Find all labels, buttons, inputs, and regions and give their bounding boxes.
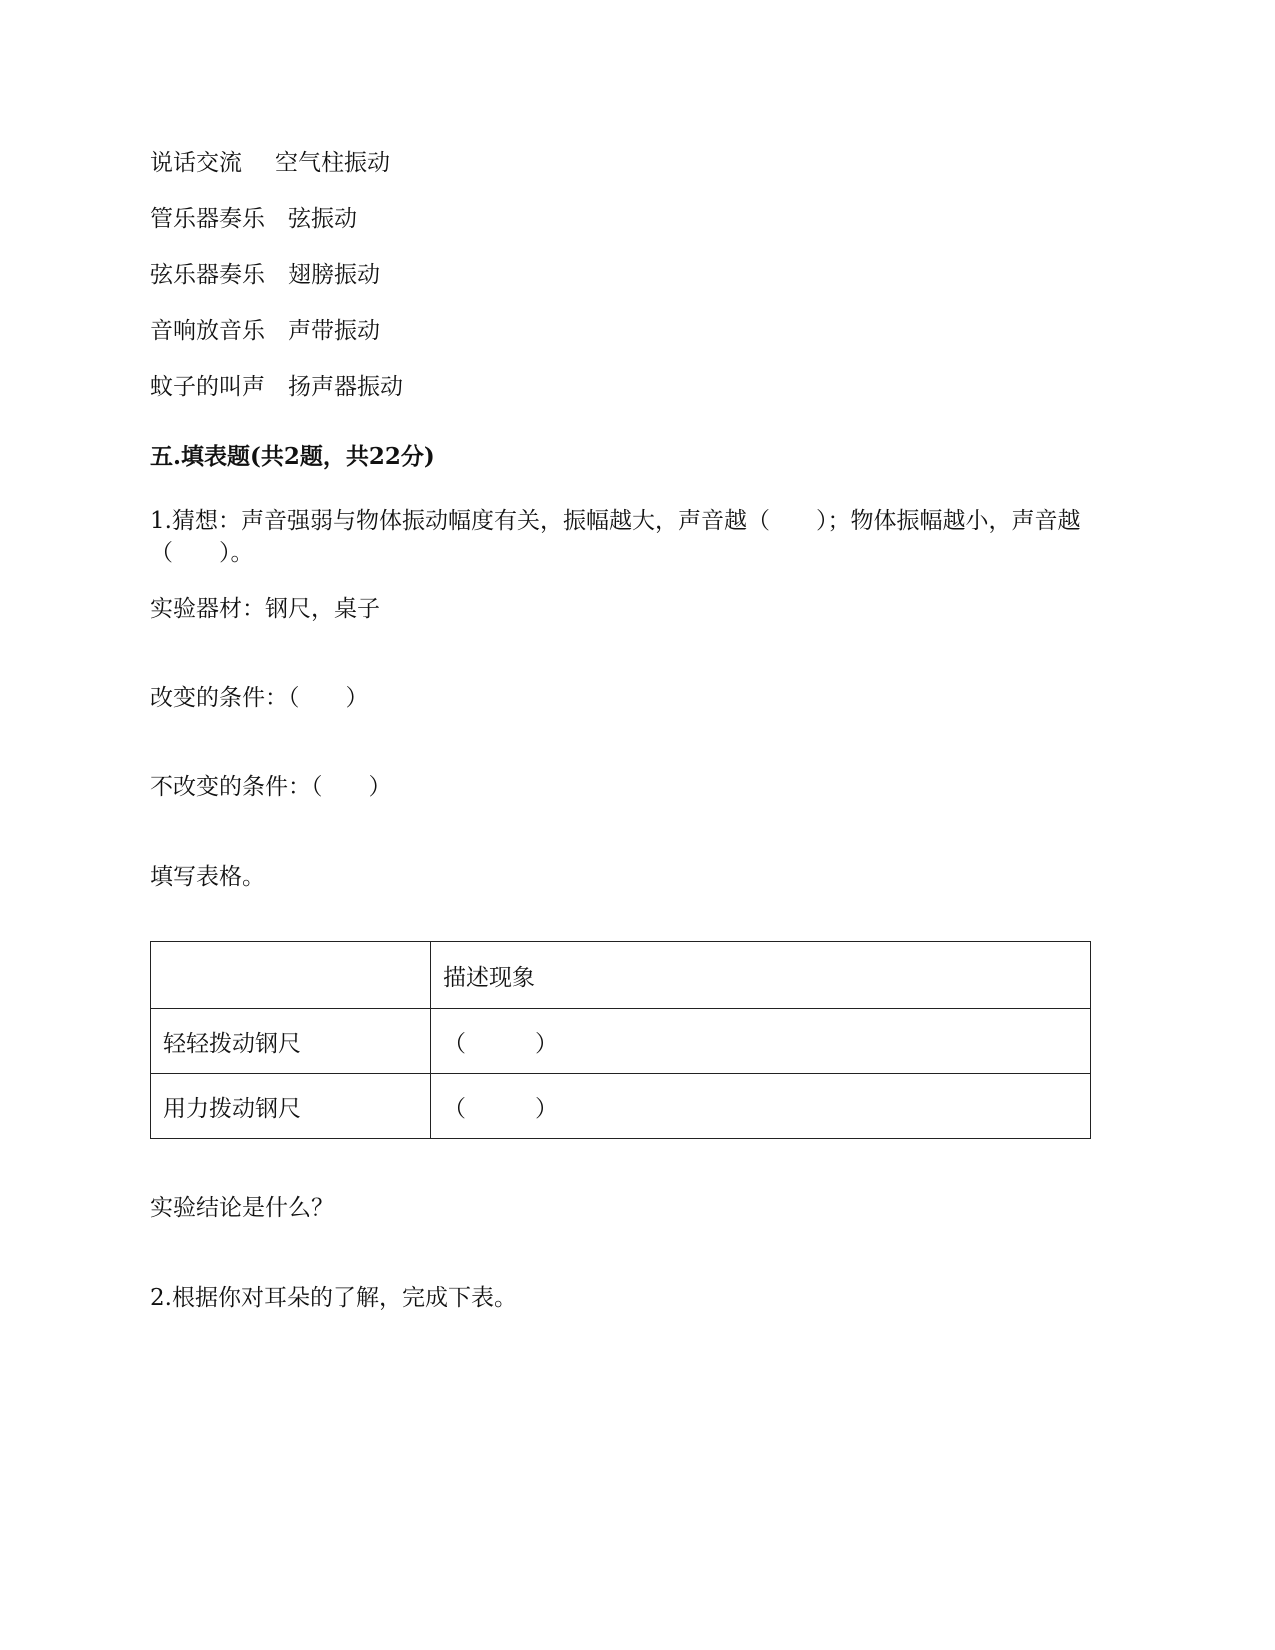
table-header-row	[151, 942, 1091, 1009]
table-prompt: 填写表格。	[150, 864, 265, 890]
table-row	[151, 1009, 1091, 1074]
table-row-label: 轻轻拨动钢尺	[151, 1009, 431, 1074]
table-header-cell: 描述现象	[431, 942, 1091, 1009]
matching-row	[150, 316, 380, 346]
changed-condition: 改变的条件：（ ）	[150, 685, 369, 711]
matching-right: 弦振动	[288, 206, 357, 232]
table-answer-blank[interactable]: （ ）	[431, 1074, 1091, 1139]
matching-right: 翅膀振动	[288, 262, 380, 288]
conclusion-question: 实验结论是什么？	[150, 1195, 334, 1221]
section-heading: 五.填表题(共2题，共22分)	[150, 443, 435, 470]
matching-left: 说话交流	[150, 150, 242, 176]
matching-right: 声带振动	[288, 318, 380, 344]
table-row-label: 用力拨动钢尺	[151, 1074, 431, 1139]
matching-left: 蚊子的叫声	[150, 374, 265, 400]
matching-row	[150, 148, 390, 178]
table-header-cell	[151, 942, 431, 1009]
matching-row	[150, 372, 403, 402]
table-row	[151, 1074, 1091, 1139]
matching-left: 弦乐器奏乐	[150, 262, 265, 288]
matching-left: 音响放音乐	[150, 318, 265, 344]
matching-row	[150, 260, 380, 290]
matching-left: 管乐器奏乐	[150, 206, 265, 232]
question-1-text: 1.猜想：声音强弱与物体振动幅度有关，振幅越大，声音越（ ）；物体振幅越小，声音越（ ）。	[150, 508, 1081, 566]
observation-table	[150, 941, 1091, 1139]
materials-line: 实验器材：钢尺，桌子	[150, 596, 380, 622]
table-answer-blank[interactable]: （ ）	[431, 1009, 1091, 1074]
matching-right: 空气柱振动	[275, 150, 390, 176]
unchanged-condition: 不改变的条件：（ ）	[150, 774, 392, 800]
question-2-text: 2.根据你对耳朵的了解，完成下表。	[150, 1285, 517, 1311]
matching-row	[150, 204, 357, 234]
matching-right: 扬声器振动	[288, 374, 403, 400]
